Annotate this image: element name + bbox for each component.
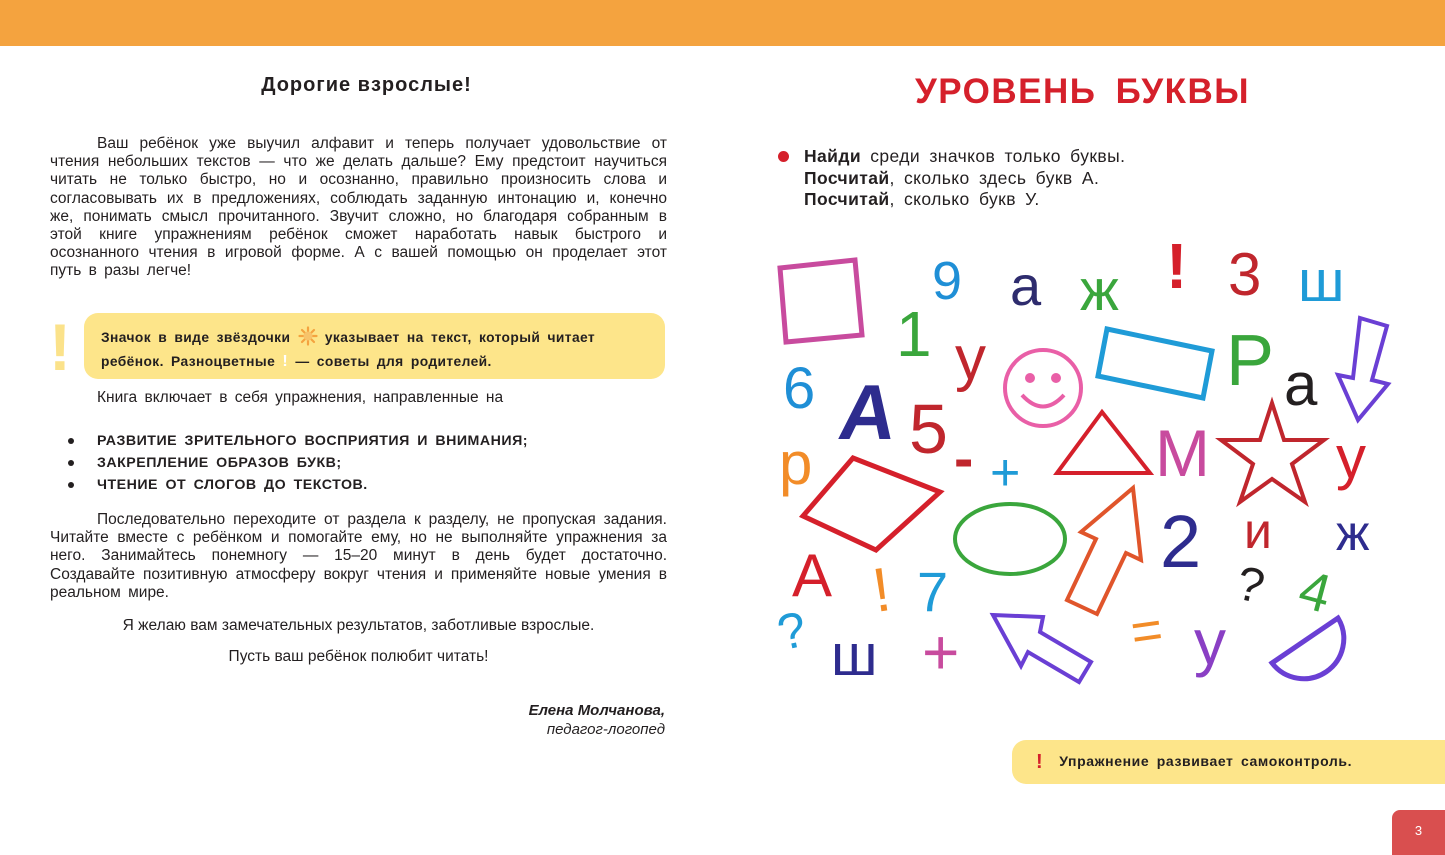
includes-text: Книга включает в себя упражнения, направленные на (97, 389, 504, 406)
glyph-item: ? (772, 600, 812, 662)
glyph-item: у (1194, 606, 1226, 678)
triangle-shape (1057, 412, 1150, 473)
glyph-item: Р (1226, 321, 1275, 401)
glyph-item: А (792, 542, 833, 609)
exclamation-icon: ! (49, 310, 71, 384)
note-text-2: указывает на текст, который читает ребёнок. Разноцветные (101, 330, 596, 369)
glyph-item: 1 (896, 298, 932, 370)
glyph-item: ж (1080, 258, 1119, 323)
instruction-line: Найди среди значков только буквы. (804, 146, 1126, 166)
square-shape (780, 260, 862, 342)
rectangle-shape (1098, 329, 1212, 398)
note-text-1: Значок в виде звёздочки (101, 330, 291, 345)
ellipse-shape (955, 504, 1065, 574)
smiley-icon (1005, 350, 1081, 426)
glyph-item: 7 (917, 560, 949, 623)
list-item: ЗАКРЕПЛЕНИЕ ОБРАЗОВ БУКВ; (66, 452, 528, 474)
wish-line-2: Пусть ваш ребёнок полюбит читать! (228, 648, 489, 665)
list-item: РАЗВИТИЕ ЗРИТЕЛЬНОГО ВОСПРИЯТИЯ И ВНИМАНИЯ; (66, 430, 528, 452)
glyph-item: 3 (1228, 241, 1262, 308)
arrow-up-shape (1067, 488, 1141, 614)
list-item: ЧТЕНИЕ ОТ СЛОГОВ ДО ТЕКСТОВ. (66, 474, 528, 496)
half-circle-shape (1272, 618, 1344, 679)
author-name: Елена Молчанова, (528, 702, 665, 719)
glyph-item: ! (868, 555, 895, 626)
glyph-item: а (1284, 351, 1318, 418)
instruction-line: Посчитай, сколько букв У. (804, 189, 1040, 209)
rhombus-shape (803, 458, 940, 550)
glyph-item: + (990, 444, 1021, 502)
glyph-item: А (833, 368, 903, 456)
glyph-item: 4 (1292, 559, 1338, 625)
glyph-item: у (955, 324, 986, 393)
glyph-item: ш (831, 623, 878, 688)
glyph-item: у (1336, 424, 1366, 491)
glyph-item: а (1010, 254, 1042, 317)
glyph-item: и (1244, 503, 1272, 559)
inline-exclamation-icon: ! (282, 353, 289, 370)
glyph-item: ? (1231, 556, 1270, 615)
note-text-3: — советы для родителей. (295, 354, 492, 369)
glyph-item: - (954, 426, 974, 491)
glyph-item: ! (1166, 230, 1188, 302)
intro-paragraph: Ваш ребёнок уже выучил алфавит и теперь получает удовольствие от чтения небольших текстов — что же делать дальше? Ему предстоит научиться читать не только быстро, но и осознанно, правильно произносить слова и согласовывать их в предложениях, соблюдать заданную интонацию и, конечно же, понимать смысл прочитанного. Звучит сложно, но благодаря собранным в этой книге упражнениям ребёнок сможет наработать навык быстрого и осознанного чтения в игровой форме. А с вашей помощью он проделает этот путь в разы легче! (50, 135, 667, 280)
glyph-item: М (1155, 416, 1210, 490)
glyph-item: ш (1298, 249, 1345, 314)
glyph-item: р (779, 430, 813, 497)
author-role: педагог-логопед (546, 721, 665, 738)
closing-paragraph: Последовательно переходите от раздела к разделу, не пропуская задания. Читайте вместе с ребёнком и помогайте ему, но не выполняйте упражнения за него. Занимайтесь понемногу — 15–20 минут в день будет достаточно. Создавайте позитивную атмосферу вокруг чтения и применяйте новые умения в реальном мире. (50, 511, 667, 601)
bottom-note-box (1012, 740, 1445, 784)
page-title-right: УРОВЕНЬ БУКВЫ (914, 72, 1251, 111)
glyph-item: 9 (932, 251, 963, 311)
page-number: 3 (1392, 810, 1445, 855)
arrow-down-shape (1338, 318, 1388, 420)
glyph-item: 2 (1160, 500, 1202, 583)
glyph-item: 5 (909, 390, 948, 468)
bottom-note-text: Упражнение развивает самоконтроль. (1059, 753, 1353, 769)
exclamation-icon: ! (1036, 751, 1044, 773)
wish-line: Я желаю вам замечательных результатов, заботливые взрослые. (122, 617, 595, 634)
glyph-item: + (922, 616, 960, 688)
glyph-item: = (1126, 599, 1167, 663)
glyph-item: 6 (783, 356, 816, 421)
glyph-item: ж (1336, 505, 1370, 561)
arrow-left-shape (993, 615, 1091, 682)
page-title-left: Дорогие взрослые! (261, 74, 472, 96)
instruction-line: Посчитай, сколько здесь букв А. (804, 167, 1100, 188)
